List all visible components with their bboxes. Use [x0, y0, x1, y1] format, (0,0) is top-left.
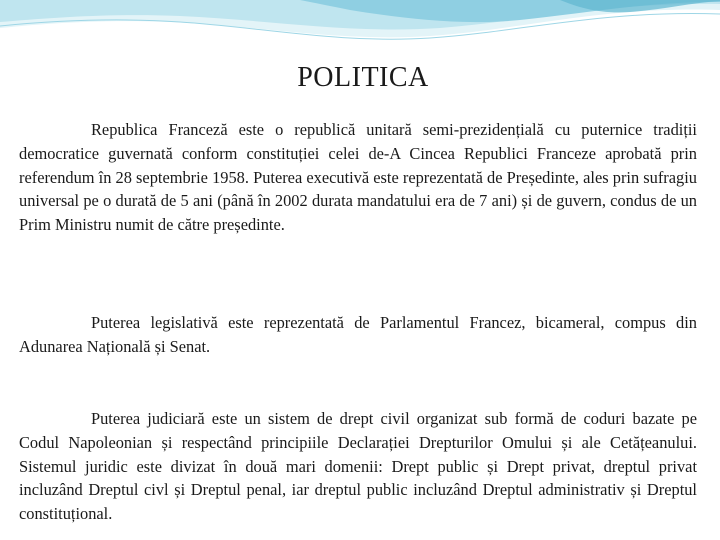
slide-title: POLITICA: [297, 62, 429, 93]
header-wave-decoration: [0, 0, 720, 60]
paragraph-judicial-power: Puterea judiciară este un sistem de drept civil organizat sub formă de coduri bazate pe Codul Napoleonian și respectând principiile Declarației Drepturilor Omului și ale Cetățeanului. Sistemul juridic este divizat în două mari domenii: Drept public și Drept privat, dreptul privat incluzând Dreptul civl și Dreptul penal, iar dreptul public incluzând Dreptul administrativ și Dreptul constituțional.: [19, 409, 697, 524]
paragraph-executive-power: Republica Franceză este o republică unitară semi-prezidențială cu puternice tradiții democratice guvernată conform constituției celei de-A Cincea Republici Franceze aprobată prin referendum în 28 septembrie 1958. Puterea executivă este reprezentată de Președinte, ales prin sufragiu universal pe o durată de 5 ani (până în 2002 durata mandatului era de 7 ani) și de guvern, condus de un Prim Ministru numit de către președinte.: [19, 120, 697, 235]
paragraph-legislative-power: Puterea legislativă este reprezentată de Parlamentul Francez, bicameral, compus din Adunarea Națională și Senat.: [19, 313, 697, 356]
